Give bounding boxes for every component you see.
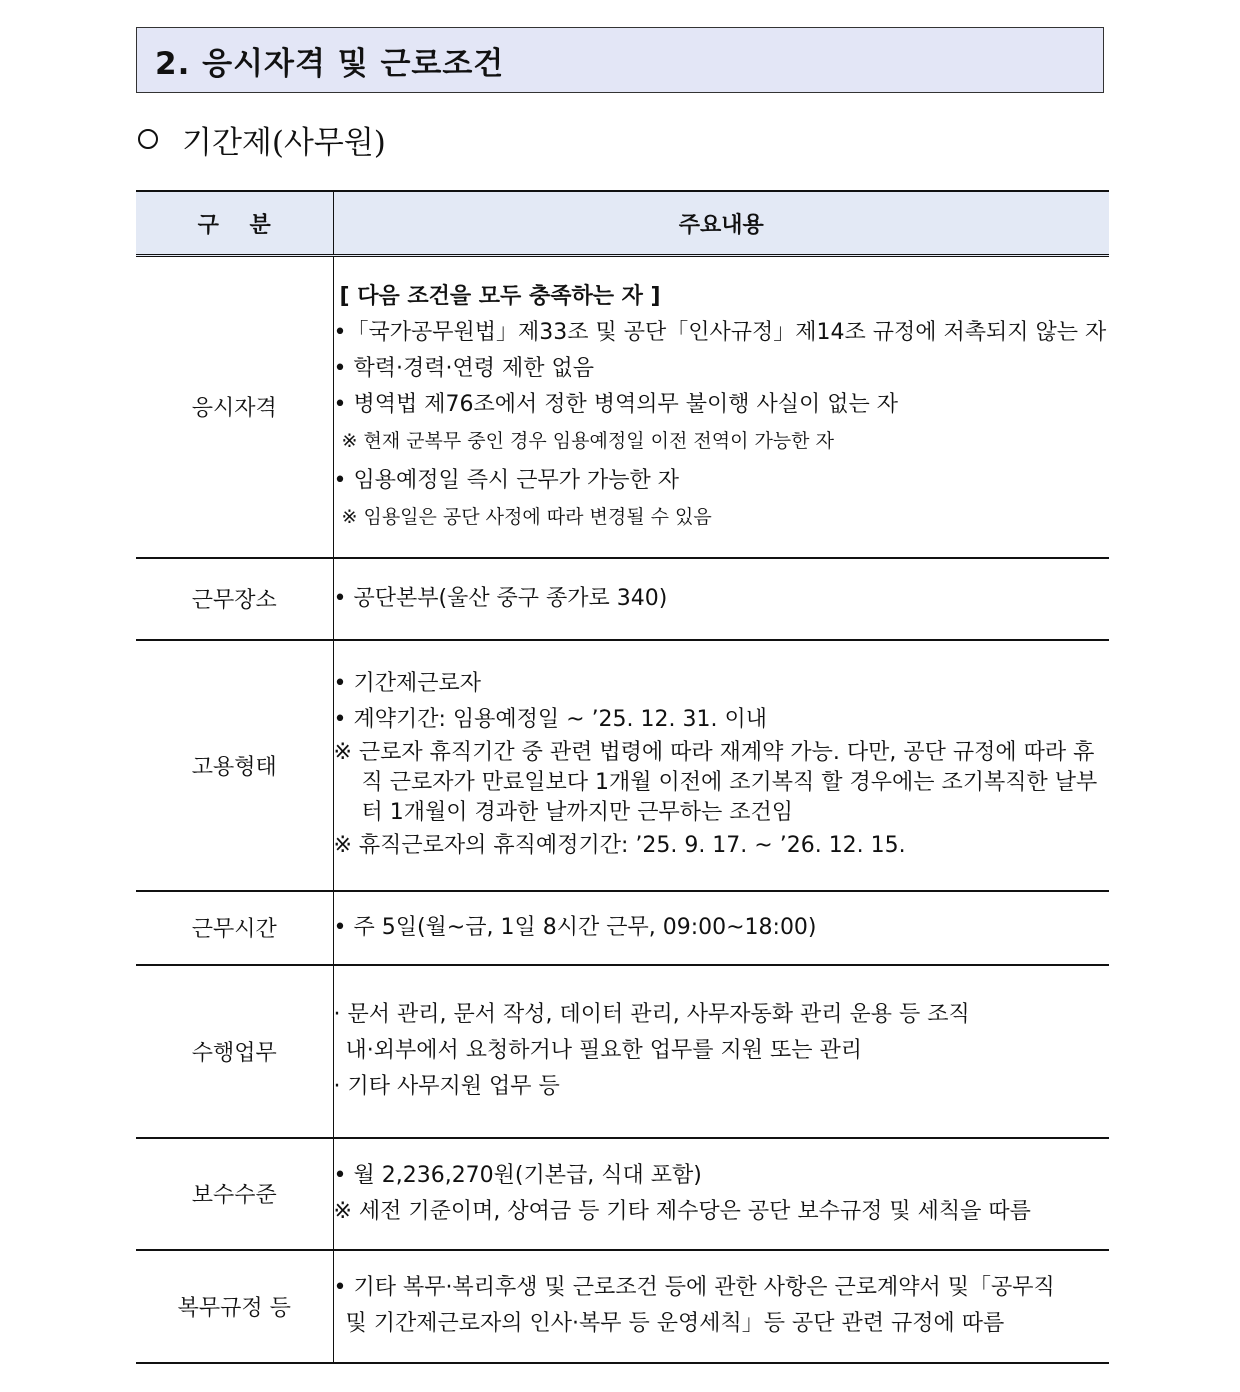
list-item: • 기타 복무·복리후생 및 근로조건 등에 관한 사항은 근로계약서 및「공무직 bbox=[333, 1275, 1055, 1300]
table-row-eligibility bbox=[136, 256, 1109, 558]
row-content bbox=[333, 965, 1109, 1138]
table-row-salary bbox=[136, 1138, 1109, 1250]
row-content bbox=[333, 1138, 1109, 1250]
list-item-continuation: 및 기간제근로자의 인사·복무 등 운영세칙」등 공단 관련 규정에 따름 bbox=[345, 1311, 1005, 1336]
row-content bbox=[333, 891, 1109, 965]
table-row-regulations bbox=[136, 1250, 1109, 1363]
header-content: 주요내용 bbox=[333, 191, 1109, 256]
list-item: · 기타 사무지원 업무 등 bbox=[333, 1074, 560, 1099]
table-row-employment-type bbox=[136, 640, 1109, 891]
conditions-table bbox=[136, 190, 1109, 1364]
list-item: • 월 2,236,270원(기본급, 식대 포함) bbox=[333, 1162, 702, 1188]
row-content bbox=[333, 256, 1109, 558]
table-row-work-hours bbox=[136, 891, 1109, 965]
list-item: • 기간제근로자 bbox=[333, 671, 481, 696]
row-label: 근무장소 bbox=[136, 558, 333, 640]
section-title: 2. 응시자격 및 근로조건 bbox=[155, 45, 505, 82]
note-item: ※ 근로자 휴직기간 중 관련 법령에 따라 재계약 가능. 다만, 공단 규정에 따라 휴직 근로자가 만료일보다 1개월 이전에 조기복직 할 경우에는 조기복직한 날부터 1개월이 경과한 날까지만 근무하는 조건임 bbox=[333, 740, 1098, 825]
header-category: 구 분 bbox=[136, 191, 333, 256]
table-row-duties bbox=[136, 965, 1109, 1138]
row-label: 복무규정 등 bbox=[136, 1250, 333, 1363]
list-item: · 문서 관리, 문서 작성, 데이터 관리, 사무자동화 관리 운용 등 조직 bbox=[333, 1002, 970, 1027]
row-label: 보수수준 bbox=[136, 1138, 333, 1250]
table-header-row bbox=[136, 191, 1109, 256]
note-item: ※ 임용일은 공단 사정에 따라 변경될 수 있음 bbox=[341, 505, 712, 528]
list-item: • 학력·경력·연령 제한 없음 bbox=[333, 355, 594, 381]
list-item: • 병역법 제76조에서 정한 병역의무 불이행 사실이 없는 자 bbox=[333, 391, 898, 417]
list-item: • 공단본부(울산 중구 종가로 340) bbox=[333, 585, 668, 611]
list-item: •「국가공무원법」제33조 및 공단「인사규정」제14조 규정에 저촉되지 않는 자 bbox=[333, 319, 1107, 345]
row-label: 근무시간 bbox=[136, 891, 333, 965]
subheading bbox=[136, 116, 386, 162]
note-item: ※ 현재 군복무 중인 경우 임용예정일 이전 전역이 가능한 자 bbox=[341, 429, 834, 452]
section-title-box bbox=[136, 27, 1104, 93]
note-item: ※ 세전 기준이며, 상여금 등 기타 제수당은 공단 보수규정 및 세칙을 따름 bbox=[333, 1198, 1031, 1224]
list-item: • 임용예정일 즉시 근무가 가능한 자 bbox=[333, 467, 679, 493]
subheading-text: 기간제(사무원) bbox=[182, 124, 386, 161]
circle-bullet-icon bbox=[138, 129, 158, 149]
condition-heading: [ 다음 조건을 모두 충족하는 자 ] bbox=[339, 283, 661, 309]
row-content bbox=[333, 1250, 1109, 1363]
row-content bbox=[333, 640, 1109, 891]
list-item: • 계약기간: 임용예정일 ~ ’25. 12. 31. 이내 bbox=[333, 707, 768, 732]
row-label: 응시자격 bbox=[136, 256, 333, 558]
row-label: 수행업무 bbox=[136, 965, 333, 1138]
list-item-continuation: 내·외부에서 요청하거나 필요한 업무를 지원 또는 관리 bbox=[345, 1038, 862, 1063]
note-item: ※ 휴직근로자의 휴직예정기간: ’25. 9. 17. ~ ’26. 12. 15. bbox=[333, 833, 906, 858]
row-content bbox=[333, 558, 1109, 640]
list-item: • 주 5일(월~금, 1일 8시간 근무, 09:00~18:00) bbox=[333, 914, 817, 940]
table-row-location bbox=[136, 558, 1109, 640]
row-label: 고용형태 bbox=[136, 640, 333, 891]
